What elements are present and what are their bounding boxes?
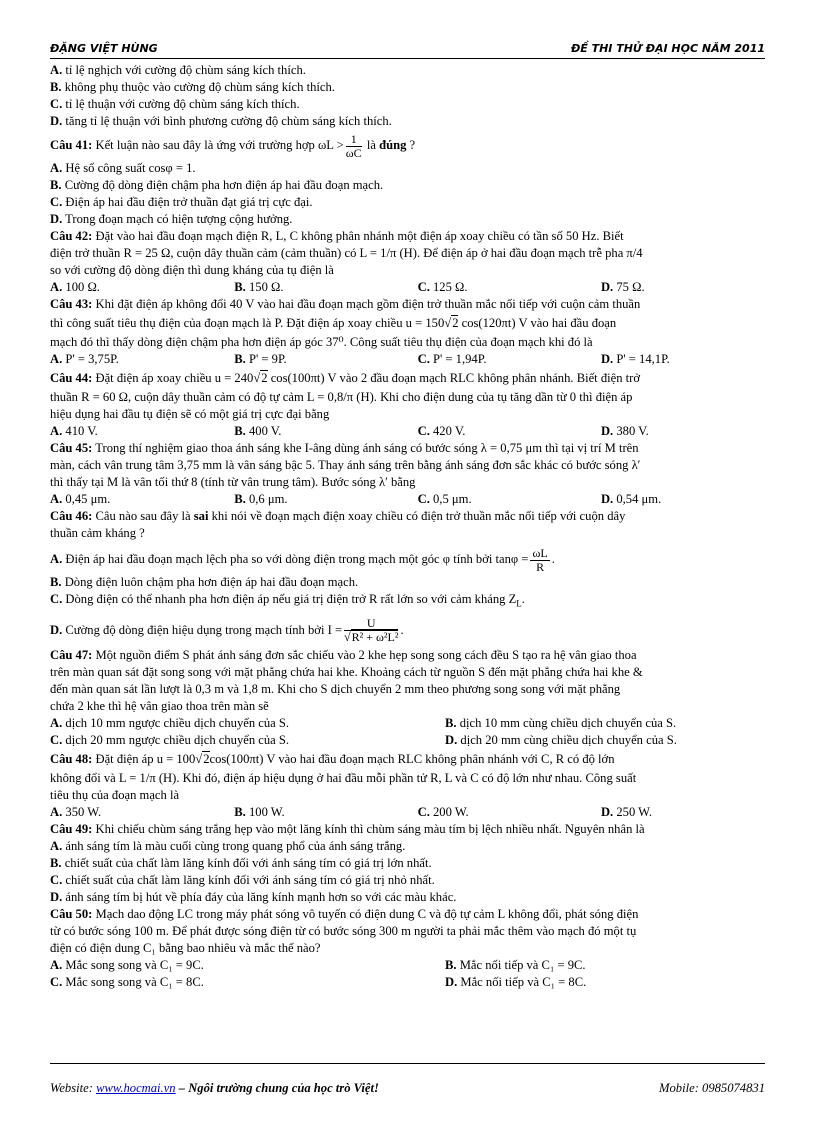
q47-stem-line3: đến màn quan sát lần lượt là 0,3 m và 1,8 m. Khi cho S dịch chuyển 2 mm theo phương song song với mặt phẳng: [50, 681, 621, 696]
page-header: [50, 38, 765, 59]
q50-options-row1: [50, 957, 768, 974]
q48-stem-line2: không đổi và L = 1/π (H). Khi đó, điện áp hiệu dụng ở hai đầu mỗi phần tử R, L và C có độ lớn như nhau. Công suất: [50, 770, 637, 785]
q43-option-a: A. P' = 3,75P.: [50, 352, 119, 366]
q43-stem-line2: thì công suất tiêu thụ điện của đoạn mạch là P. Đặt điện áp xoay chiều u = 150√2 cos(120πt) V vào hai đầu đoạn: [50, 316, 617, 330]
q43-option-b: B. P' = 9P.: [234, 352, 287, 366]
question-41: [50, 130, 768, 228]
q47-option-b: B. dịch 10 mm cùng chiều dịch chuyển của S.: [445, 715, 677, 730]
q46-option-b: B. Dòng điện luôn chậm pha hơn điện áp hai đầu đoạn mạch.: [50, 575, 359, 589]
q43-option-c: C. P' = 1,94P.: [417, 352, 487, 366]
q41-stem: Câu 41: Kết luận nào sau đây là ứng với trường hợp ωL > $\frac{1}{\omega C}$ là đúng ?: [50, 131, 416, 160]
q40-option-d: D. tăng tỉ lệ thuận với bình phương cường độ chùm sáng kích thích.: [50, 114, 392, 128]
author-name: ĐẶNG VIỆT HÙNG: [50, 42, 158, 55]
q46-option-c: C. Dòng điện có thể nhanh pha hơn điện áp nếu giá trị điện trở R rất lớn so với cảm kháng $Z_L$.: [50, 592, 525, 609]
footer-mobile: Mobile: 0985074831: [659, 1081, 765, 1095]
website-link[interactable]: www.hocmai.vn: [96, 1081, 176, 1095]
q48-option-d: D. 250 W.: [600, 804, 653, 819]
q49-option-d: D. ánh sáng tím bị hút về phía đáy của lăng kính mạnh hơn so với các màu khác.: [50, 889, 457, 904]
question-44: [50, 368, 768, 440]
question-42: [50, 228, 768, 296]
q49-option-c: C. chiết suất của chất làm lăng kính đối với ánh sáng tím có giá trị nhỏ nhất.: [50, 872, 435, 887]
q48-stem-line3: tiêu thụ của đoạn mạch là: [50, 787, 180, 802]
page-footer: [50, 1063, 765, 1095]
q42-stem-line1: Câu 42: Đặt vào hai đầu đoạn mạch điện R, L, C không phân nhánh một điện áp xoay chiều có tần số 50 Hz. Biết: [50, 229, 624, 243]
question-47: [50, 647, 768, 749]
q42-option-c: C. 125 Ω.: [417, 280, 468, 294]
q43-stem-line1: Câu 43: Khi đặt điện áp không đổi 40 V vào hai đầu đoạn mạch gồm điện trở thuần mắc nối tiếp với cuộn cảm thuần: [50, 297, 641, 311]
q40-options: [50, 62, 768, 130]
q44-stem-line1: Câu 44: Đặt điện áp xoay chiều u = 240√2 cos(100πt) V vào 2 đầu đoạn mạch RLC không phân nhánh. Biết điện trở: [50, 371, 641, 385]
q47-options-row1: [50, 715, 768, 732]
question-46: [50, 508, 768, 647]
q47-options-row2: [50, 732, 768, 749]
q41-option-c: C. Điện áp hai đầu điện trở thuần đạt giá trị cực đại.: [50, 195, 313, 209]
q46-stem-line1: Câu 46: Câu nào sau đây là sai khi nói về đoạn mạch điện xoay chiều có điện trở thuần mắc nối tiếp với cuộn dây: [50, 509, 626, 523]
q42-options: [50, 279, 768, 296]
q48-option-c: C. 200 W.: [417, 804, 469, 819]
q40-option-c: C. tỉ lệ thuận với cường độ chùm sáng kích thích.: [50, 97, 300, 111]
q42-option-d: D. 75 Ω.: [600, 280, 645, 294]
q45-stem-line3: thì thấy tại M là vân tối thứ 8 (tính từ vân trung tâm). Bước sóng λ′ bằng: [50, 475, 416, 489]
q50-option-d: D. Mắc nối tiếp và C₁ = 8C.: [445, 974, 587, 989]
q40-option-b: B. không phụ thuộc vào cường độ chùm sáng kích thích.: [50, 80, 335, 94]
q46-fraction-tan: $\frac{\omega L}{R}$: [532, 545, 548, 574]
q44-option-d: D. 380 V.: [600, 424, 649, 438]
q47-option-d: D. dịch 20 mm cùng chiều dịch chuyển của S.: [445, 732, 677, 747]
q44-option-b: B. 400 V.: [234, 424, 282, 438]
q42-option-a: A. 100 Ω.: [50, 280, 100, 294]
q44-stem-line2: thuần R = 60 Ω, cuộn dây thuần cảm có độ tự cảm L = 0,8/π (H). Khi cho điện dung của tụ tăng dần từ 0 thì điện áp: [50, 390, 633, 404]
q43-options: [50, 351, 768, 368]
q40-option-a: A. tỉ lệ nghịch với cường độ chùm sáng kích thích.: [50, 63, 306, 77]
q47-stem-line2: trên màn quan sát đặt song song với mặt phẳng chứa hai khe. Khoảng cách từ nguồn S đến mặt phẳng chứa hai khe &: [50, 664, 643, 679]
question-50: [50, 906, 768, 991]
exam-title: ĐỀ THI THỬ ĐẠI HỌC NĂM 2011: [570, 42, 765, 55]
q44-option-c: C. 420 V.: [417, 424, 466, 438]
q47-option-c: C. dịch 20 mm ngược chiều dịch chuyển của S.: [50, 732, 290, 747]
q50-stem-line3: điện có điện dung C₁ bằng bao nhiêu và mắc thế nào?: [50, 940, 321, 955]
q42-option-b: B. 150 Ω.: [234, 280, 284, 294]
q46-fraction-current: $\frac{U}{\text{√R² + ω²L²}}$: [344, 616, 399, 645]
question-43: [50, 296, 768, 368]
q41-option-a: A. Hệ số công suất cosφ = 1.: [50, 161, 196, 175]
q48-stem-line1: Câu 48: Đặt điện áp u = 100√2cos(100πt) V vào hai đầu đoạn mạch RLC không phân nhánh với C, R có độ lớn: [50, 751, 615, 766]
question-45: [50, 440, 768, 508]
question-49: [50, 821, 768, 906]
question-48: [50, 749, 768, 821]
q45-options: [50, 491, 768, 508]
q50-option-c: C. Mắc song song và C₁ = 8C.: [50, 974, 204, 989]
q45-option-d: D. 0,54 μm.: [600, 492, 662, 506]
q46-option-a: A. Điện áp hai đầu đoạn mạch lệch pha so với dòng điện trong mạch một góc φ tính bởi tanφ = $\frac{\omega L}{R}$ .: [50, 545, 555, 574]
q48-option-b: B. 100 W.: [234, 804, 285, 819]
q49-option-a: A. ánh sáng tím là màu cuối cùng trong quang phổ của ánh sáng trắng.: [50, 838, 406, 853]
q47-stem-line1: Câu 47: Một nguồn điểm S phát ánh sáng đơn sắc chiếu vào 2 khe hẹp song song cách đều S tạo ra hệ vân giao thoa: [50, 647, 637, 662]
q46-option-d: D. Cường độ dòng điện hiệu dụng trong mạch tính bởi I = $\frac{U}{\text{√R² + ω²L²}}$ .: [50, 616, 404, 645]
q41-fraction: $\frac{1}{\omega C}$: [345, 131, 362, 160]
q50-options-row2: [50, 974, 768, 991]
q45-stem-line2: màn, cách vân trung tâm 3,75 mm là vân sáng bậc 5. Thay ánh sáng trên bằng ánh sáng đơn sắc khác có bước sóng λ′: [50, 458, 641, 472]
q42-stem-line2: điện trở thuần R = 25 Ω, cuộn dây thuần cảm (cảm thuần) có L = 1/π (H). Để điện áp ở hai đầu đoạn mạch trễ pha π/4: [50, 246, 643, 260]
q45-stem-line1: Câu 45: Trong thí nghiệm giao thoa ánh sáng khe I-âng dùng ánh sáng có bước sóng λ = 0,75 μm thì tại vị trí M trên: [50, 441, 639, 455]
q43-stem-line3: mạch đó thì thấy dòng điện chậm pha hơn điện áp góc 37⁰. Công suất tiêu thụ điện của đoạn mạch khi đó là: [50, 335, 593, 349]
q49-stem: Câu 49: Khi chiếu chùm sáng trắng hẹp vào một lăng kính thì chùm sáng màu tím bị lệch nhiều nhất. Nguyên nhân là: [50, 821, 645, 836]
q45-option-b: B. 0,6 μm.: [234, 492, 288, 506]
q41-option-b: B. Cường độ dòng điện chậm pha hơn điện áp hai đầu đoạn mạch.: [50, 178, 384, 192]
q44-option-a: A. 410 V.: [50, 424, 98, 438]
q47-stem-line4: chứa 2 khe thì hệ vân giao thoa trên màn sẽ: [50, 698, 269, 713]
exam-content: [50, 62, 768, 991]
q41-option-d: D. Trong đoạn mạch có hiện tượng cộng hưởng.: [50, 212, 293, 226]
q50-stem-line2: từ có bước sóng 100 m. Để phát được sóng điện từ có bước sóng 300 m người ta phải mắc thêm vào mạch đó một tụ: [50, 923, 637, 938]
q45-option-a: A. 0,45 μm.: [50, 492, 111, 506]
q47-option-a: A. dịch 10 mm ngược chiều dịch chuyển của S.: [50, 715, 290, 730]
q49-option-b: B. chiết suất của chất làm lăng kính đối với ánh sáng tím có giá trị lớn nhất.: [50, 855, 432, 870]
q48-options: [50, 804, 768, 821]
footer-left: Website: www.hocmai.vn – Ngôi trường chung của học trò Việt!: [50, 1081, 379, 1095]
q46-stem-line2: thuần cảm kháng ?: [50, 526, 145, 540]
q43-option-d: D. P' = 14,1P.: [600, 352, 670, 366]
q45-option-c: C. 0,5 μm.: [417, 492, 472, 506]
q50-stem-line1: Câu 50: Mạch dao động LC trong máy phát sóng vô tuyến có điện dung C và độ tự cảm L không đổi, phát sóng điện: [50, 906, 639, 921]
q44-stem-line3: hiệu dụng hai đầu tụ điện sẽ có một giá trị cực đại bằng: [50, 407, 330, 421]
footer-slogan: – Ngôi trường chung của học trò Việt!: [175, 1081, 379, 1095]
q50-option-b: B. Mắc nối tiếp và C₁ = 9C.: [445, 957, 586, 972]
q48-option-a: A. 350 W.: [50, 804, 102, 819]
q44-options: [50, 423, 768, 440]
q50-option-a: A. Mắc song song và C₁ = 9C.: [50, 957, 204, 972]
q42-stem-line3: so với cường độ dòng điện thì dung kháng của tụ điện là: [50, 263, 334, 277]
